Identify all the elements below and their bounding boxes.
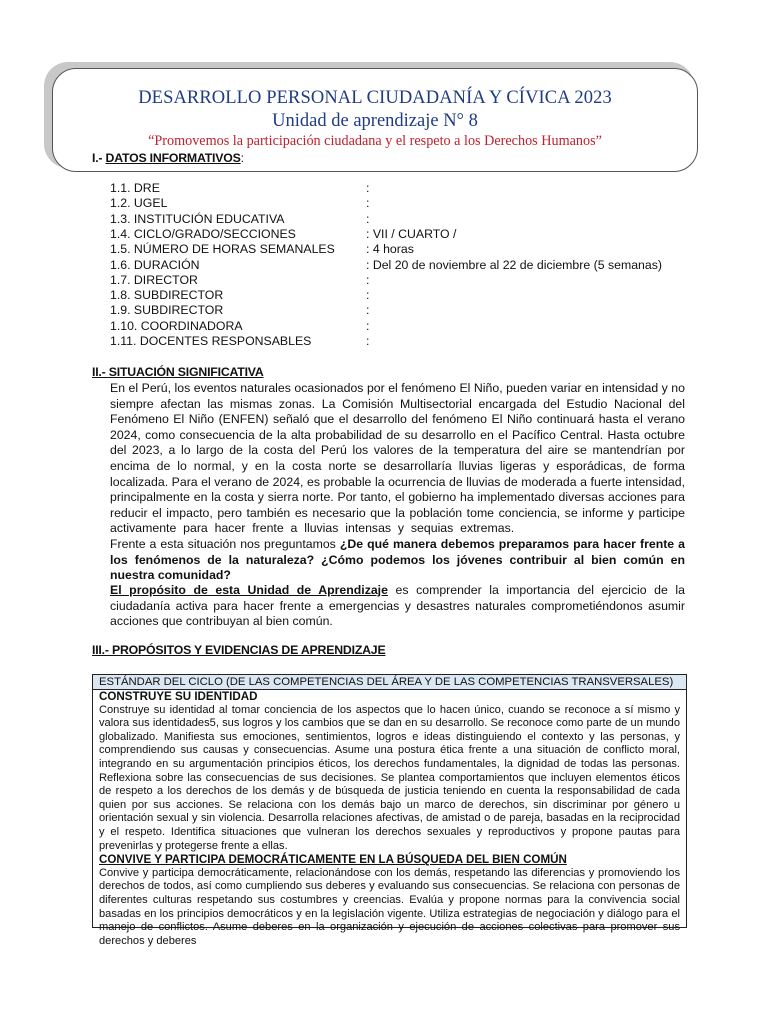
- document-title: DESARROLLO PERSONAL CIUDADANÍA Y CÍVICA 2023: [138, 88, 612, 108]
- unit-subtitle: Unidad de aprendizaje N° 8: [272, 111, 478, 131]
- info-row-label: 1.10. COORDINADORA: [110, 318, 243, 333]
- info-row-label: 1.1. DRE: [110, 181, 160, 195]
- info-row-value: : 4 horas: [366, 242, 414, 257]
- competency-description: Convive y participa democráticamente, relacionándose con los demás, respetando las diferencias y promoviendo los derechos de todos, así como cumpliendo sus deberes y evaluando sus consecuencias. Se relaciona con personas de diferentes culturas respetando sus costumbres y creencias. Evalúa y propone normas para la convivencia social basadas en los principios democráticos y en la legislación vigente. Utiliza estrategias de negociación y diálogo para el manejo de conflictos. Asume deberes en la organización y ejecución de acciones colectivas para promover sus derechos y deberes: [99, 866, 680, 947]
- info-row-value: : VII / CUARTO /: [366, 226, 457, 241]
- info-row-label: 1.3. INSTITUCIÓN EDUCATIVA: [110, 211, 285, 226]
- section-1-heading: [92, 151, 244, 165]
- info-row-label: 1.11. DOCENTES RESPONSABLES: [110, 334, 312, 348]
- competency-title: CONSTRUYE SU IDENTIDAD: [99, 690, 258, 703]
- info-row-label: 1.7. DIRECTOR: [110, 272, 198, 287]
- info-row-label: 1.9. SUBDIRECTOR: [110, 303, 224, 318]
- section-2-title: II.- SITUACIÓN SIGNIFICATIVA: [92, 365, 264, 379]
- info-row-value: :: [366, 334, 370, 348]
- standards-table: [92, 674, 687, 947]
- section-1-title: DATOS INFORMATIVOS: [105, 151, 241, 165]
- info-row-value: :: [366, 318, 370, 333]
- info-row-value: :: [366, 272, 370, 287]
- info-row-label: 1.4. CICLO/GRADO/SECCIONES: [110, 226, 296, 241]
- info-row-label: 1.5. NÚMERO DE HORAS SEMANALES: [110, 242, 335, 257]
- situation-question-intro: Frente a esta situación nos preguntamos: [110, 536, 336, 551]
- info-row-value: :: [366, 211, 370, 226]
- competency-title: CONVIVE Y PARTICIPA DEMOCRÁTICAMENTE EN LA BÚSQUEDA DEL BIEN COMÚN: [99, 853, 567, 867]
- section-3-title: III.- PROPÓSITOS Y EVIDENCIAS DE APRENDIZAJE: [92, 643, 386, 657]
- competency-description: Construye su identidad al tomar conciencia de los aspectos que lo hacen único, cuando se reconoce a sí mismo y valora sus identidades5, sus logros y los cambios que se dan en su desarrollo. Se reconoce como parte de un mundo globalizado. Manifiesta sus emociones, sentimientos, logros e ideas distinguiendo el contexto y las personas, y comprendiendo sus causas y consecuencias. Asume una postura ética frente a una situación de conflicto moral, integrando en su argumentación principios éticos, los derechos fundamentales, la dignidad de todas las personas. Reflexiona sobre las consecuencias de sus decisiones. Se plantea comportamientos que incluyen elementos éticos de respeto a los derechos de los demás y de búsqueda de justicia teniendo en cuenta la responsabilidad de cada quien por sus acciones. Se relaciona con los demás bajo un marco de derechos, sin discriminar por género u orientación sexual y sin violencia. Desarrolla relaciones afectivas, de amistad o de pareja, basadas en la reciprocidad y el respeto. Identifica situaciones que vulneran los derechos sexuales y reproductivos y propone pautas para prevenirlas y protegerse frente a ellas.: [99, 703, 680, 852]
- info-row-label: 1.6. DURACIÓN: [110, 257, 200, 272]
- info-row-value: :: [366, 196, 370, 211]
- situation-text: En el Perú, los eventos naturales ocasionados por el fenómeno El Niño, pueden variar en intensidad y no siempre afectan las mismas zonas. La Comisión Multisectorial encargada del Estudio Nacional del Fenómeno El Niño (ENFEN) señaló que el desarrollo del fenómeno El Niño continuará hasta el verano 2024, como consecuencia de la alta probabilidad de su desarrollo en el Pacífico Central. Hasta octubre del 2023, a lo largo de la costa del Perú los valores de la temperatura del aire se mantendrían por encima de lo normal, y en la costa norte se desarrollaría lluvias ligeras y esporádicas, de forma localizada. Para el verano de 2024, es probable la ocurrencia de lluvias de moderada a fuerte intensidad, principalmente en la costa y sierra norte. Por tanto, el gobierno ha implementado diversas acciones para reducir el impacto, pero también es necesario que la población tome conciencia, se informe y participe activamente para hacer frente a lluvias intensas y sequias extremas.: [110, 381, 685, 536]
- purpose-paragraph: [110, 583, 685, 630]
- standards-table-header: ESTÁNDAR DEL CICLO (DE LAS COMPETENCIAS DEL ÁREA Y DE LAS COMPETENCIAS TRANSVERSALES): [93, 675, 686, 690]
- info-row-value: :: [366, 288, 370, 303]
- situation-question: ¿De qué manera debemos preparamos para hacer frente a los fenómenos de la naturaleza? ¿Cómo podemos los jóvenes contribuir al bien común en nuestra comunidad?: [110, 536, 685, 583]
- section-1-number: I.-: [92, 151, 103, 165]
- section-3-heading: [92, 643, 385, 657]
- purpose-text: es comprender la importancia del ejercicio de la ciudadanía activa para hacer frente a emergencias y desastres naturales comprometiéndonos asumir acciones que contribuyan al bien común.: [110, 583, 686, 629]
- info-row-value: : Del 20 de noviembre al 22 de diciembre (5 semanas): [366, 257, 662, 272]
- info-row-value: :: [366, 181, 370, 195]
- standards-table-body: [93, 690, 686, 948]
- section-2-heading: [92, 365, 264, 379]
- section-1-colon: :: [240, 151, 244, 165]
- unit-motto: “Promovemos la participación ciudadana y el respeto a los Derechos Humanos”: [148, 133, 602, 149]
- info-row-label: 1.2. UGEL: [110, 196, 168, 211]
- situation-paragraph: [110, 381, 685, 584]
- info-row-value: :: [366, 303, 370, 318]
- info-row-label: 1.8. SUBDIRECTOR: [110, 288, 224, 303]
- purpose-label: El propósito de esta Unidad de Aprendizaje: [110, 583, 388, 597]
